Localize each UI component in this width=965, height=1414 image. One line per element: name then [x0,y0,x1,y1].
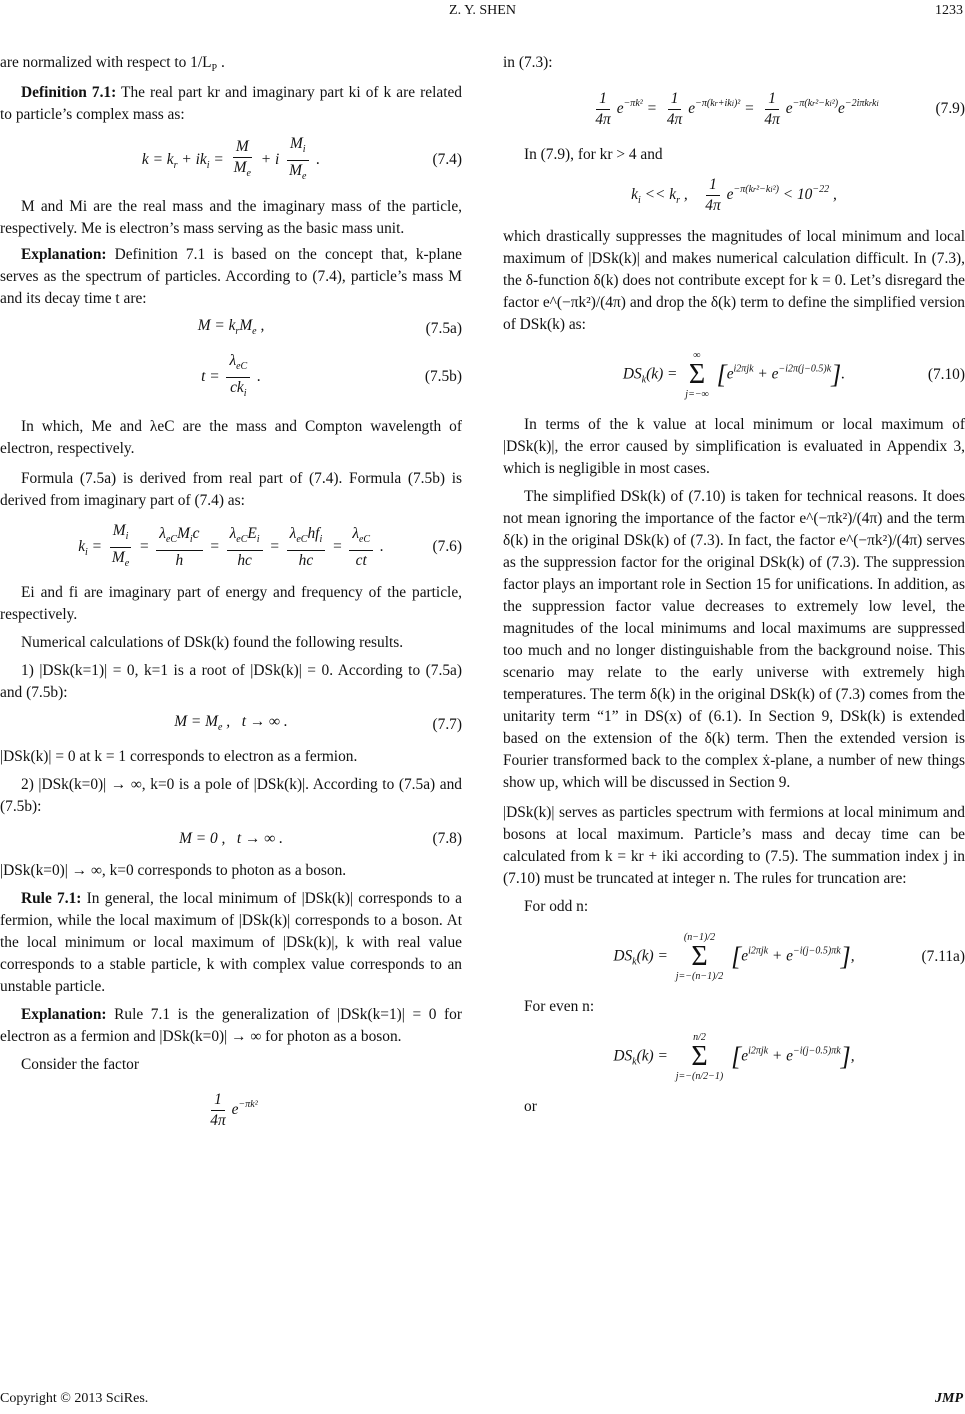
equation-7-5b: t = $\frac{\lambda_{eC}}{ck_i}$ . (7.5b) [201,351,462,399]
rule-text: In general, the local minimum of |DSk(k)| corresponds to a fermion, while the local maximum of |DSk(k)| corresponds to a boson. At the local minimum or local maximum of |DSk(k)|, k with real value corresponds to a stable particle, k with complex value corresponds to an unstable particle. [0,890,462,995]
equation-7-4: $k = k_r + ik_i$ = $\frac{M}{M_e}$ + i $\frac{M_i}{M_e}$ . (7.4) [141,134,462,182]
equation-number: (7.6) [432,538,462,555]
para-terms: In terms of the k value at local minimum or local maximum of |DSk(k)|, the error caused by simplification is evaluated in Appendix 3, which is negligible in most cases. [503,416,965,477]
para-normalized: are normalized with respect to $1/L_P$ . [0,54,225,74]
equation-number: (7.9) [935,100,965,117]
para-in-which: In which, Me and λeC are the mass and Compton wavelength of electron, respectively. [0,418,462,457]
para-mass: M and Mi are the real mass and the imaginary mass of the particle, respectively. Me is electron’s mass serving as the basic mass unit. [0,198,462,237]
para-numerical: Numerical calculations of DSk(k) found the following results. [21,634,404,651]
para-even-n: For even n: [524,998,595,1015]
definition-text: The real part kr and imaginary part ki of k are related to particle’s complex mass as: [0,84,463,123]
equation-7-8: M = 0 , t → ∞ . (7.8) [0,822,462,856]
equation-7-11a: $DS_k(k)$ = (n−1)/2 Σ j=−(n−1)/2 $[e^{i2\pi jk} + e^{-i(j-0.5)\pi k}]$, (7.11a) [613,932,965,982]
explanation-1 [0,244,462,310]
para-serves: |DSk(k)| serves as particles spectrum with fermions at local minimum and bosons at local maximum. Particle’s mass and decay time can be calculated from k = kr + iki according to (7.5). The summation index j in (7.10) must be truncated at integer n. The rules for truncation are: [503,804,965,887]
equation-condition: $k_i << k_r$ , $\frac{1}{4\pi}$ $e^{-\pi(kr^2-ki^2)} < 10^{-22}$ , [631,175,837,214]
para-in-7-3: in (7.3): [503,54,553,71]
para-result-2: 2) |DSk(k=0)| → ∞, k=0 is a pole of |DSk(k)|. According to (7.5a) and (7.5b): [0,776,462,815]
equation-7-6: $k_i$ = $\frac{M_i}{M_e}$ = $\frac{\lambda_{eC}M_ic}{h}$ = $\frac{\lambda_{eC}E_i}{hc}$ = $\frac{\lambda_{eC}hf_i}{hc}$ = $\frac{\lambda_{eC}}{ct}$ . (7.6) [78,521,462,569]
explanation-text: Definition 7.1 is based on the concept that, k-plane serves as the spectrum of particles. According to (7.4), particle’s mass M and its decay time t are: [0,246,462,307]
definition-label: Definition 7.1: [21,84,117,101]
equation-number: (7.7) [432,716,462,733]
running-author: Z. Y. SHEN [449,3,516,18]
right-column [503,52,965,1118]
equation-number: (7.8) [432,830,462,847]
journal-name: JMP [935,1391,963,1406]
page-header [0,0,965,24]
equation-number: (7.5a) [425,320,462,337]
para-suppression: which drastically suppresses the magnitudes of local minimum and local maximum of |DSk(k)| and makes numerical calculation difficult. In (7.3), the δ-function δ(k) does not contribute except for k = 0. Let’s disregard the factor e^(−πk²)/(4π) and drop the δ(k) term to define the simplified version of DSk(k) as: [503,228,965,333]
para-consider: Consider the factor [21,1056,139,1073]
copyright: Copyright © 2013 SciRes. [0,1391,149,1406]
equation-7-10: $DS_k(k)$ = ∞ Σ j=−∞ $[e^{i2\pi jk} + e^{-i2\pi(j-0.5)k}]$. (7.10) [622,350,965,400]
left-column [0,52,462,1144]
para-simplified: The simplified DSk(k) of (7.10) is taken for technical reasons. It does not mean ignoring the importance of the factor e^(−πk²)/(4π) and the term δ(k) in the original DSk(k) of (7.3). In fact, the factor e^(−πk²)/(4π) serves as the suppression factor for the original DSk(k) of (7.3). The suppression factor plays an important role in Section 15 for unifications. In addition, as the suppression factor value decreases to extremely low level, the magnitudes of the local minimums and local maximums are suppressed too much and no longer distinguishable from the background noise. This scenario may relate to the early universe with extremely high temperatures. The term δ(k) in the original DSk(k) of (7.3) comes from the unitarity term “1” in DS(x) of (6.1). In Section 9, DSk(k) is extended based on the extension of the δ(k) term. Then the extended version is Fourier transformed back to the complex ẋ-plane, a number of new things show up, which will be discussed in Section 9. [503,488,965,791]
equation-number: (7.11a) [921,948,965,965]
para-in-7-9: In (7.9), for kr > 4 and [524,146,663,163]
rule-7-1 [0,888,462,998]
explanation-2 [0,1004,462,1048]
equation-7-11b: $DS_k(k)$ = n/2 Σ j=−(n/2−1) $[e^{i2\pi jk} + e^{-i(j-0.5)\pi k}]$, [613,1032,855,1082]
equation-7-9: $\frac{1}{4\pi}$ $e^{-\pi k^2}$ = $\frac{1}{4\pi}$ $e^{-\pi(kr+iki)^2}$ = $\frac{1}{4\pi}$ $e^{-\pi(kr^2-ki^2)}e^{-2i\pi krki}$ (7.9) [595,89,965,128]
definition-7-1 [0,82,462,126]
para-result-1: 1) |DSk(k=1)| = 0, k=1 is a root of |DSk(k)| = 0. According to (7.5a) and (7.5b): [0,662,462,701]
equation-number: (7.5b) [424,368,462,385]
para-photon: |DSk(k=0)| → ∞, k=0 corresponds to photon as a boson. [0,862,347,879]
para-formula: Formula (7.5a) is derived from real part of (7.4). Formula (7.5b) is derived from imaginary part of (7.4) as: [0,470,462,509]
para-or: or [524,1098,537,1115]
equation-number: (7.10) [927,366,965,383]
explanation-label: Explanation: [21,1006,107,1023]
equation-7-5a: $M = k_rM_e$ , (7.5a) [0,314,462,344]
explanation-text: Rule 7.1 is the generalization of |DSk(k=1)| = 0 for electron as a fermion and |DSk(k=0)| → ∞ for photon as a boson. [0,1006,462,1045]
equation-factor: $\frac{1}{4\pi}$ $e^{-\pi k^2}$ [210,1090,258,1129]
page-number: 1233 [935,3,963,18]
rule-label: Rule 7.1: [21,890,82,907]
equation-number: (7.4) [432,151,462,168]
para-odd-n: For odd n: [524,898,589,915]
explanation-label: Explanation: [21,246,107,263]
para-electron: |DSk(k)| = 0 at k = 1 corresponds to electron as a fermion. [0,748,358,765]
para-imaginary-energy: Ei and fi are imaginary part of energy and frequency of the particle, respectively. [0,584,462,623]
equation-7-7: $M = M_e$ , t → ∞ . (7.7) [0,708,462,742]
